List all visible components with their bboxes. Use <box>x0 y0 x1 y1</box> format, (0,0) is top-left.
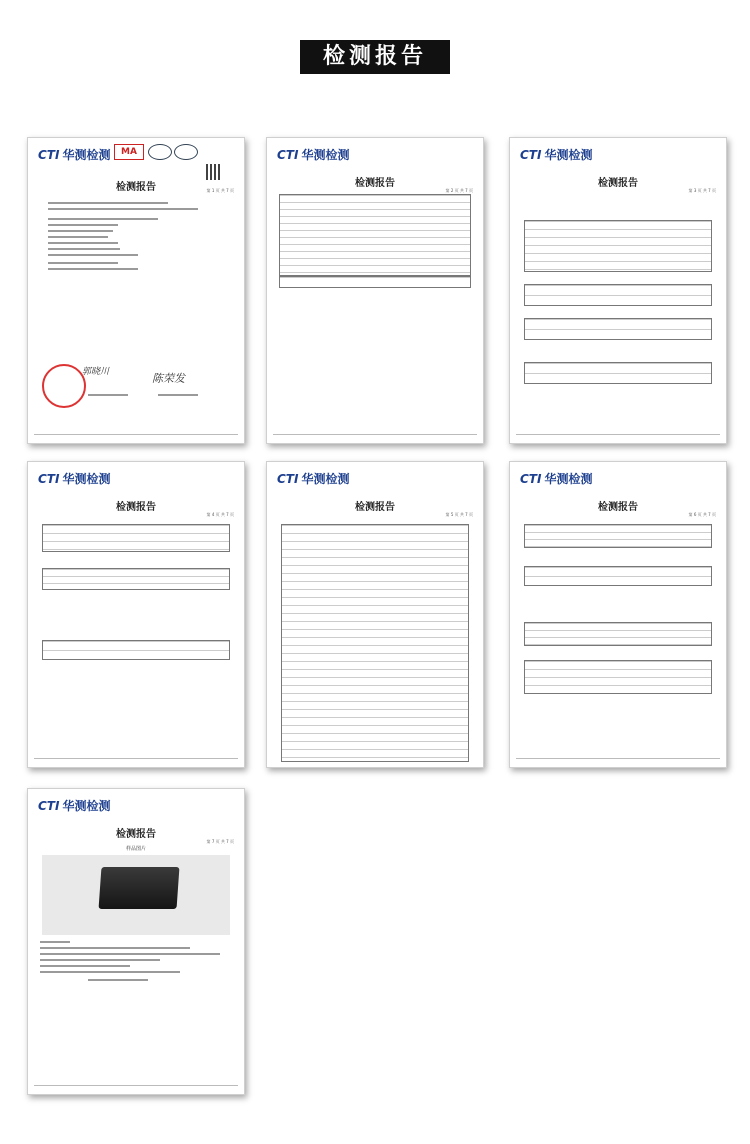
text-line <box>158 394 198 396</box>
page-banner-title: 检测报告 <box>300 40 450 74</box>
page-title: 检测报告 <box>598 502 638 513</box>
sample-photo <box>99 867 180 909</box>
cti-logo: CTI 华测检测 <box>38 472 111 486</box>
signature-1: 郭晓川 <box>82 367 110 377</box>
cnas-mark <box>174 144 198 160</box>
text-line <box>40 965 130 967</box>
red-seal-stamp <box>42 364 86 408</box>
results-table <box>524 318 712 340</box>
text-line <box>40 941 70 943</box>
page-footer <box>34 434 238 439</box>
results-table <box>42 524 230 552</box>
text-line <box>48 202 168 204</box>
text-line <box>40 947 190 949</box>
page-title: 检测报告 <box>355 502 395 513</box>
report-page-4 <box>27 461 245 768</box>
text-line <box>48 208 198 210</box>
signature-2: 陈荣发 <box>152 372 185 385</box>
results-table <box>524 524 712 548</box>
page-number: 第 2 页 共 7 页 <box>445 188 473 193</box>
page-title: 检测报告 <box>116 829 156 840</box>
report-page-1 <box>27 137 245 444</box>
page-title: 检测报告 <box>355 178 395 189</box>
page-title: 检测报告 <box>598 178 638 189</box>
results-table <box>524 566 712 586</box>
note-table <box>279 276 471 288</box>
cti-logo: CTI 华测检测 <box>38 799 111 813</box>
results-table <box>42 640 230 660</box>
page-number: 第 4 页 共 7 页 <box>206 512 234 517</box>
page-footer <box>516 434 720 439</box>
text-line <box>48 254 138 256</box>
sample-image-label: 样品图片 <box>125 846 146 852</box>
results-table <box>524 622 712 646</box>
results-table <box>524 660 712 694</box>
results-table <box>524 284 712 306</box>
results-table <box>524 220 712 272</box>
page-footer <box>516 758 720 763</box>
report-page-7 <box>27 788 245 1095</box>
report-page-6 <box>509 461 727 768</box>
page-title: 检测报告 <box>116 182 156 193</box>
text-line <box>88 979 148 981</box>
results-table <box>42 568 230 590</box>
report-page-5 <box>266 461 484 768</box>
page-number: 第 3 页 共 7 页 <box>688 188 716 193</box>
page-footer <box>273 434 477 439</box>
text-line <box>48 268 138 270</box>
amine-results-table <box>281 524 469 762</box>
text-line <box>48 242 118 244</box>
text-line <box>40 959 160 961</box>
page-number: 第 5 页 共 7 页 <box>445 512 473 517</box>
report-page-2 <box>266 137 484 444</box>
results-table <box>279 194 471 276</box>
report-page-3 <box>509 137 727 444</box>
text-line <box>48 218 158 220</box>
text-line <box>40 971 180 973</box>
cti-logo: CTI 华测检测 <box>277 148 350 162</box>
text-line <box>48 224 118 226</box>
page-number: 第 7 页 共 7 页 <box>206 839 234 844</box>
text-line <box>48 248 120 250</box>
cti-logo: CTI 华测检测 <box>520 148 593 162</box>
page-title: 检测报告 <box>116 502 156 513</box>
text-line <box>40 953 220 955</box>
text-line <box>48 262 118 264</box>
page-footer <box>34 758 238 763</box>
cti-logo: CTI 华测检测 <box>38 148 111 162</box>
ilac-mark <box>148 144 172 160</box>
text-line <box>48 230 113 232</box>
text-line <box>48 236 108 238</box>
page-footer <box>34 1085 238 1090</box>
text-line <box>88 394 128 396</box>
page-number: 第 1 页 共 7 页 <box>206 188 234 193</box>
cma-mark: MA <box>114 144 144 160</box>
page-number: 第 6 页 共 7 页 <box>688 512 716 517</box>
cti-logo: CTI 华测检测 <box>520 472 593 486</box>
cti-logo: CTI 华测检测 <box>277 472 350 486</box>
results-table <box>524 362 712 384</box>
